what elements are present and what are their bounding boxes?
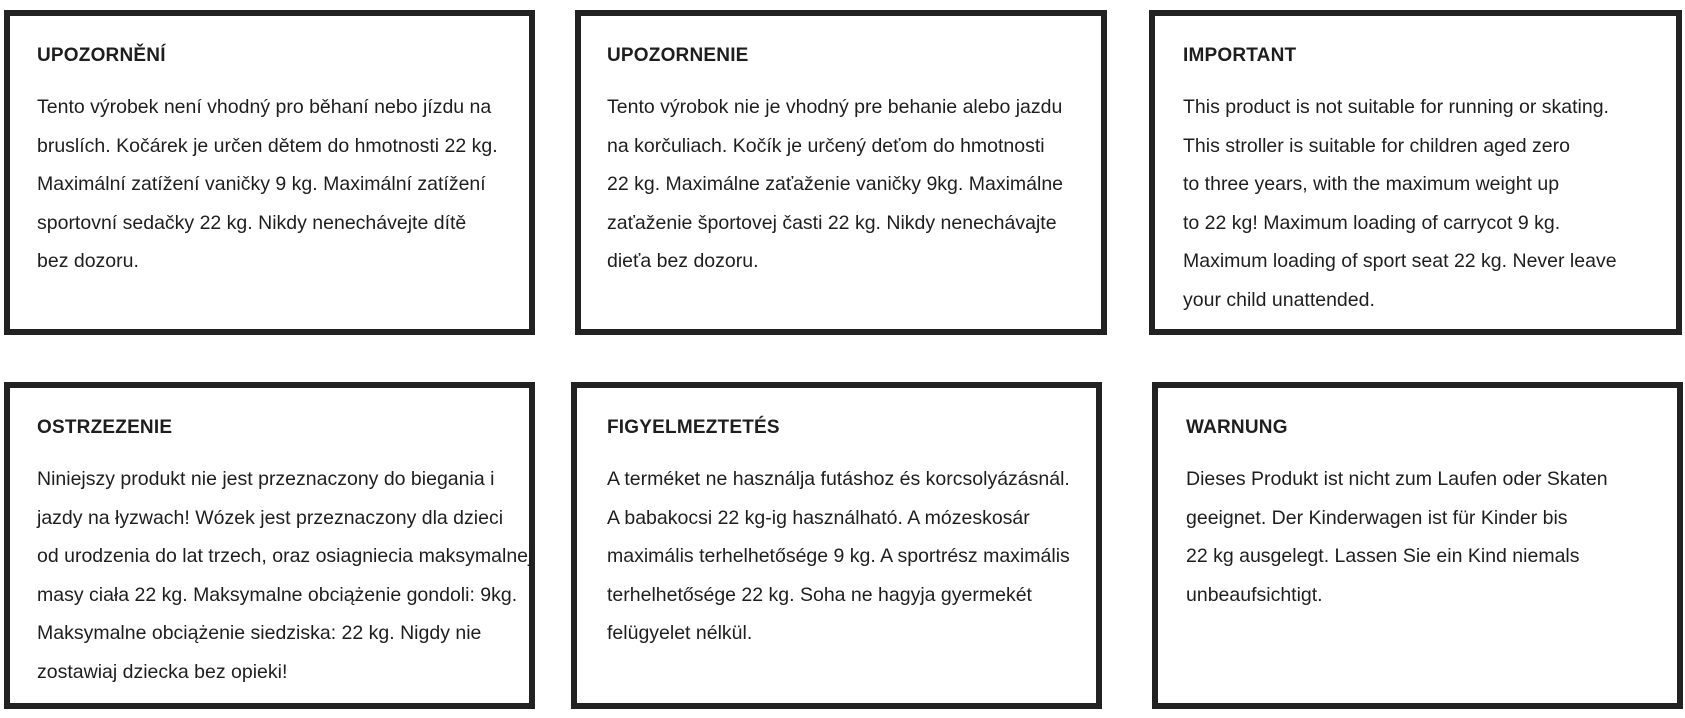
warning-text-line: unbeaufsichtigt. — [1186, 583, 1323, 606]
warning-text-line: sportovní sedačky 22 kg. Nikdy nenechávejte dítě — [37, 211, 467, 234]
warning-text-line: to three years, with the maximum weight up — [1183, 173, 1560, 196]
warning-text-line: zostawiaj dziecka bez opieki! — [37, 660, 288, 683]
warning-text-line: na korčuliach. Kočík je určený deťom do hmotnosti — [607, 134, 1045, 157]
warning-text-line: geeignet. Der Kinderwagen ist für Kinder bis — [1186, 506, 1568, 529]
warning-text-line: dieťa bez dozoru. — [607, 250, 759, 273]
warning-text-line: Tento výrobek není vhodný pro běhaní nebo jízdu na — [37, 96, 492, 118]
warning-title: UPOZORNENIE — [607, 45, 749, 66]
warning-text-line: Tento výrobok nie je vhodný pre behanie alebo jazdu — [607, 96, 1063, 118]
warning-title: IMPORTANT — [1183, 45, 1297, 66]
warning-text-line: This product is not suitable for running or skating. — [1183, 96, 1609, 118]
warning-text-line: zaťaženie športovej časti 22 kg. Nikdy nenechávajte — [607, 211, 1057, 234]
warning-text-line: terhelhetősége 22 kg. Soha ne hagyja gyermekét — [607, 583, 1032, 606]
warning-text-line: jazdy na łyzwach! Wózek jest przeznaczony dla dzieci — [37, 506, 504, 529]
warning-box-czech — [4, 10, 535, 335]
warning-text-line: masy ciała 22 kg. Maksymalne obciążenie gondoli: 9kg. — [37, 583, 518, 606]
warning-box-slovak — [575, 10, 1107, 335]
warning-text-line: Dieses Produkt ist nicht zum Laufen oder Skaten — [1186, 468, 1608, 490]
warning-text-line: A babakocsi 22 kg-ig használható. A mózeskosár — [607, 506, 1030, 529]
warning-text-line: This stroller is suitable for children aged zero — [1183, 134, 1570, 157]
warning-text-line: bez dozoru. — [37, 250, 139, 273]
warning-text-line: 22 kg ausgelegt. Lassen Sie ein Kind niemals — [1186, 545, 1580, 568]
warning-text-line: Maximální zatížení vaničky 9 kg. Maximální zatížení — [37, 173, 486, 196]
warning-text-line: od urodzenia do lat trzech, oraz osiagniecia maksymalnej — [37, 545, 533, 568]
warning-text-line: Maksymalne obciążenie siedziska: 22 kg. Nigdy nie — [37, 622, 482, 645]
warning-title: OSTRZEZENIE — [37, 417, 173, 438]
warning-title: FIGYELMEZTETÉS — [607, 417, 780, 438]
warning-text-line: felügyelet nélkül. — [607, 622, 753, 645]
warning-text-line: to 22 kg! Maximum loading of carrycot 9 kg. — [1183, 211, 1561, 234]
warning-box-german — [1152, 382, 1683, 709]
warning-text-line: 22 kg. Maximálne zaťaženie vaničky 9kg. Maximálne — [607, 173, 1064, 196]
warning-box-polish — [4, 382, 535, 709]
warning-box-hungarian — [571, 382, 1102, 709]
warning-box-english — [1149, 10, 1682, 335]
warning-text-line: Maximum loading of sport seat 22 kg. Never leave — [1183, 250, 1617, 273]
warning-text-line: maximális terhelhetősége 9 kg. A sportrész maximális — [607, 545, 1070, 568]
warning-title: WARNUNG — [1186, 417, 1288, 438]
warning-text-line: Niniejszy produkt nie jest przeznaczony do biegania i — [37, 468, 495, 490]
warning-text-line: your child unattended. — [1183, 288, 1375, 311]
warning-text-line: bruslích. Kočárek je určen dětem do hmotnosti 22 kg. — [37, 134, 498, 157]
warning-text-line: A terméket ne használja futáshoz és korcsolyázásnál. — [607, 468, 1070, 490]
warning-title: UPOZORNĚNÍ — [37, 45, 166, 66]
